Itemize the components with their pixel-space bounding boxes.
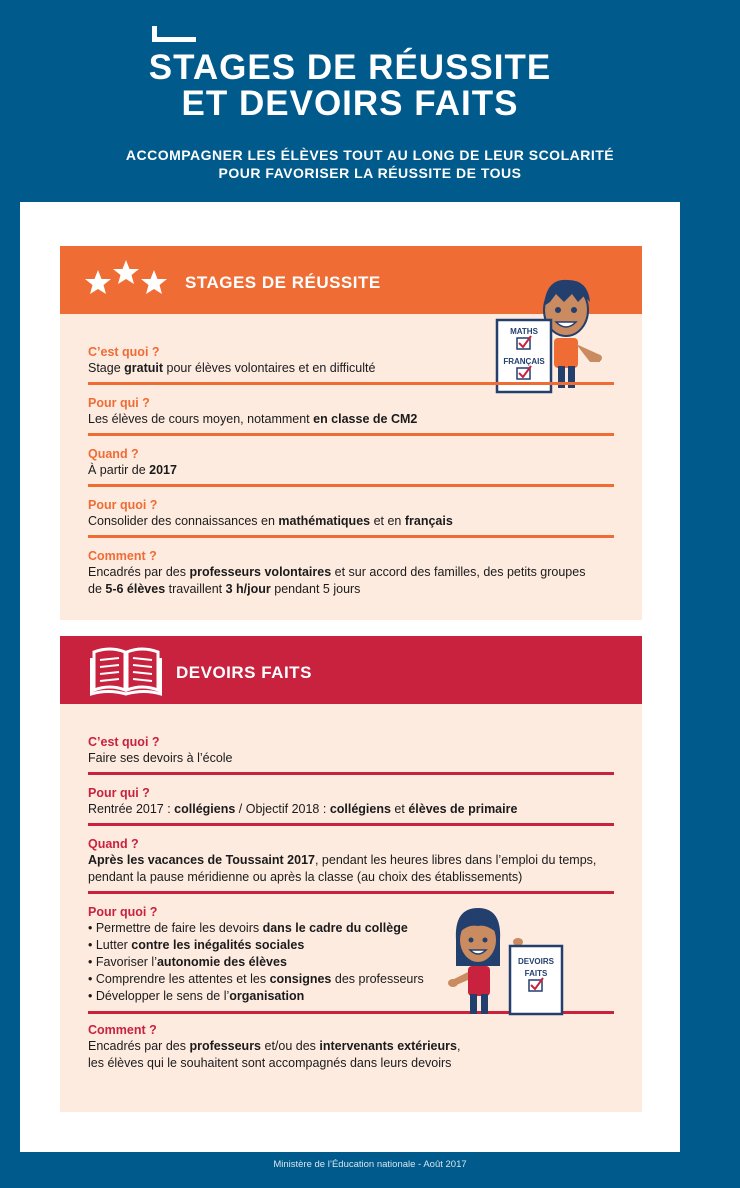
list-item: C’est quoi ? Faire ses devoirs à l’école	[88, 735, 233, 765]
title-decoration	[152, 26, 196, 42]
board-label-francais: FRANÇAIS	[503, 357, 545, 366]
devoirs-title: DEVOIRS FAITS	[176, 663, 312, 682]
stages-section	[60, 246, 642, 620]
board-label-faits: FAITS	[524, 969, 548, 978]
list-item: Pour quoi ? • Permettre de faire les devoirs dans le cadre du collège • Lutter contre les inégalités sociales • Favoriser l’autonomie des élèves • Comprendre les attentes et les consignes des professeurs • Développer le sens de l’organisation	[88, 904, 614, 1005]
board-label-maths: MATHS	[510, 327, 538, 336]
list-item: Pour qui ? Rentrée 2017 : collégiens / Objectif 2018 : collégiens et élèves de primaire	[88, 786, 518, 816]
divider	[88, 535, 614, 538]
student-boy-illustration	[494, 272, 614, 396]
list-item: Comment ? Encadrés par des professeurs volontaires et sur accord des familles, des petits groupes de 5-6 élèves travaillent 3 h/jour pendant 5 jours	[88, 549, 586, 596]
divider	[88, 382, 614, 385]
three-stars-icon	[84, 258, 168, 300]
devoirs-section	[60, 636, 642, 1112]
footer: Ministère de l’Éducation nationale - Août 2017	[273, 1159, 467, 1170]
open-book-icon	[90, 644, 162, 696]
devoirs-header	[60, 636, 642, 704]
list-item: Quand ? Après les vacances de Toussaint 2017, pendant les heures libres dans l’emploi du temps, pendant la pause méridienne ou après la classe (au choix des établissements)	[88, 837, 597, 884]
student-girl-illustration	[448, 904, 568, 1020]
list-item: Quand ? À partir de 2017	[88, 447, 177, 477]
divider	[88, 823, 614, 826]
content-card	[20, 202, 680, 1152]
board-label-devoirs: DEVOIRS	[517, 957, 555, 966]
list-item: Pour quoi ? Consolider des connaissances en mathématiques et en français	[88, 498, 453, 528]
divider	[88, 891, 614, 894]
divider	[88, 772, 614, 775]
list-item: Pour qui ? Les élèves de cours moyen, notamment en classe de CM2	[88, 396, 418, 426]
divider	[88, 484, 614, 487]
page-title: STAGES DE RÉUSSITE ET DEVOIRS FAITS	[148, 48, 552, 123]
divider	[88, 433, 614, 436]
list-item: C’est quoi ? Stage gratuit pour élèves volontaires et en difficulté	[88, 345, 376, 375]
list-item: Comment ? Encadrés par des professeurs et/ou des intervenants extérieurs, les élèves qui le souhaitent sont accompagnés dans leurs devoirs	[88, 1023, 461, 1070]
page-subtitle: ACCOMPAGNER LES ÉLÈVES TOUT AU LONG DE LEUR SCOLARITÉ POUR FAVORISER LA RÉUSSITE DE TOUS	[125, 147, 615, 181]
stages-title: STAGES DE RÉUSSITE	[185, 273, 381, 292]
objectives-list: • Permettre de faire les devoirs dans le cadre du collège • Lutter contre les inégalités sociales • Favoriser l’autonomie des élèves • Comprendre les attentes et les consignes des professeurs • Développer le sens de l’organisation	[88, 921, 424, 1003]
